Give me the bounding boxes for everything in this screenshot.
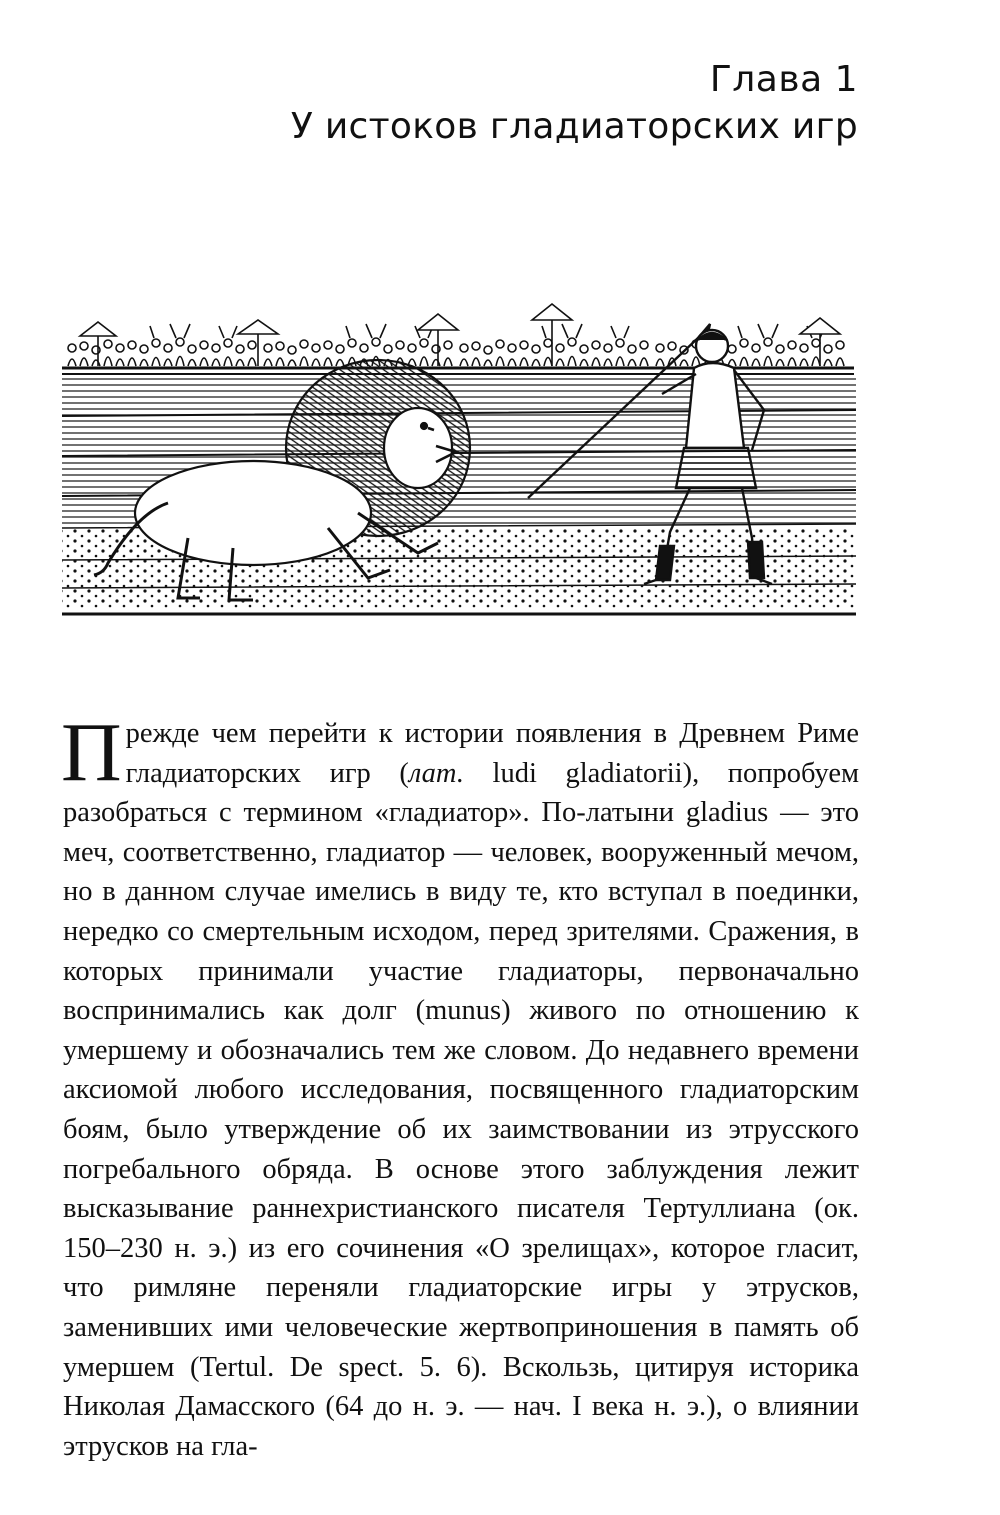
drop-cap: П xyxy=(61,706,122,799)
paragraph-text-part-1: режде чем перейти к истории появления в Древнем Риме гладиаторских игр ( xyxy=(125,718,859,789)
chapter-title: У истоков гладиаторских игр xyxy=(290,106,858,148)
crowd-icon xyxy=(62,304,854,374)
main-paragraph xyxy=(61,706,860,1466)
chapter-number: Глава 1 xyxy=(709,59,858,100)
latin-abbreviation: лат. xyxy=(408,757,464,789)
paragraph-text-part-2: ludi gladiatorii), попробуем разобраться с термином «гладиатор». По-латыни gladius — это меч, соответственно, гладиатор — человек, вооруженный мечом, но в данном случае имелись в виду те, кто вступал в поединки, нередко со смертельным исходом, перед зрителями. Сражения, в которых принимали участие гладиаторы, первоначально воспринимались как долг (munus) живого по отношению к умершему и обозначались тем же словом. До недавнего времени аксиомой любого исследования, посвященного гладиаторским боям, было утверждение об их заимствовании из этрусского погребального обряда. В основе этого заблуждения лежит высказывание раннехристианского писателя Тертуллиана (ок. 150–230 н. э.) из его сочинения «О зрелищах», которое гласит, что римляне переняли гладиаторские игры у этрусков, заменивших ими человеческие жертвоприношения в память об умершем (Tertul. De spect. 5. 6). Вскользь, цитируя историка Николая Дамасского (64 до н. э. — нач. I века н. э.), о влиянии этрусков на гла- xyxy=(63,757,860,1462)
chapter-heading xyxy=(291,58,858,148)
lion-and-gladiator-arena-scene-icon xyxy=(58,298,860,620)
